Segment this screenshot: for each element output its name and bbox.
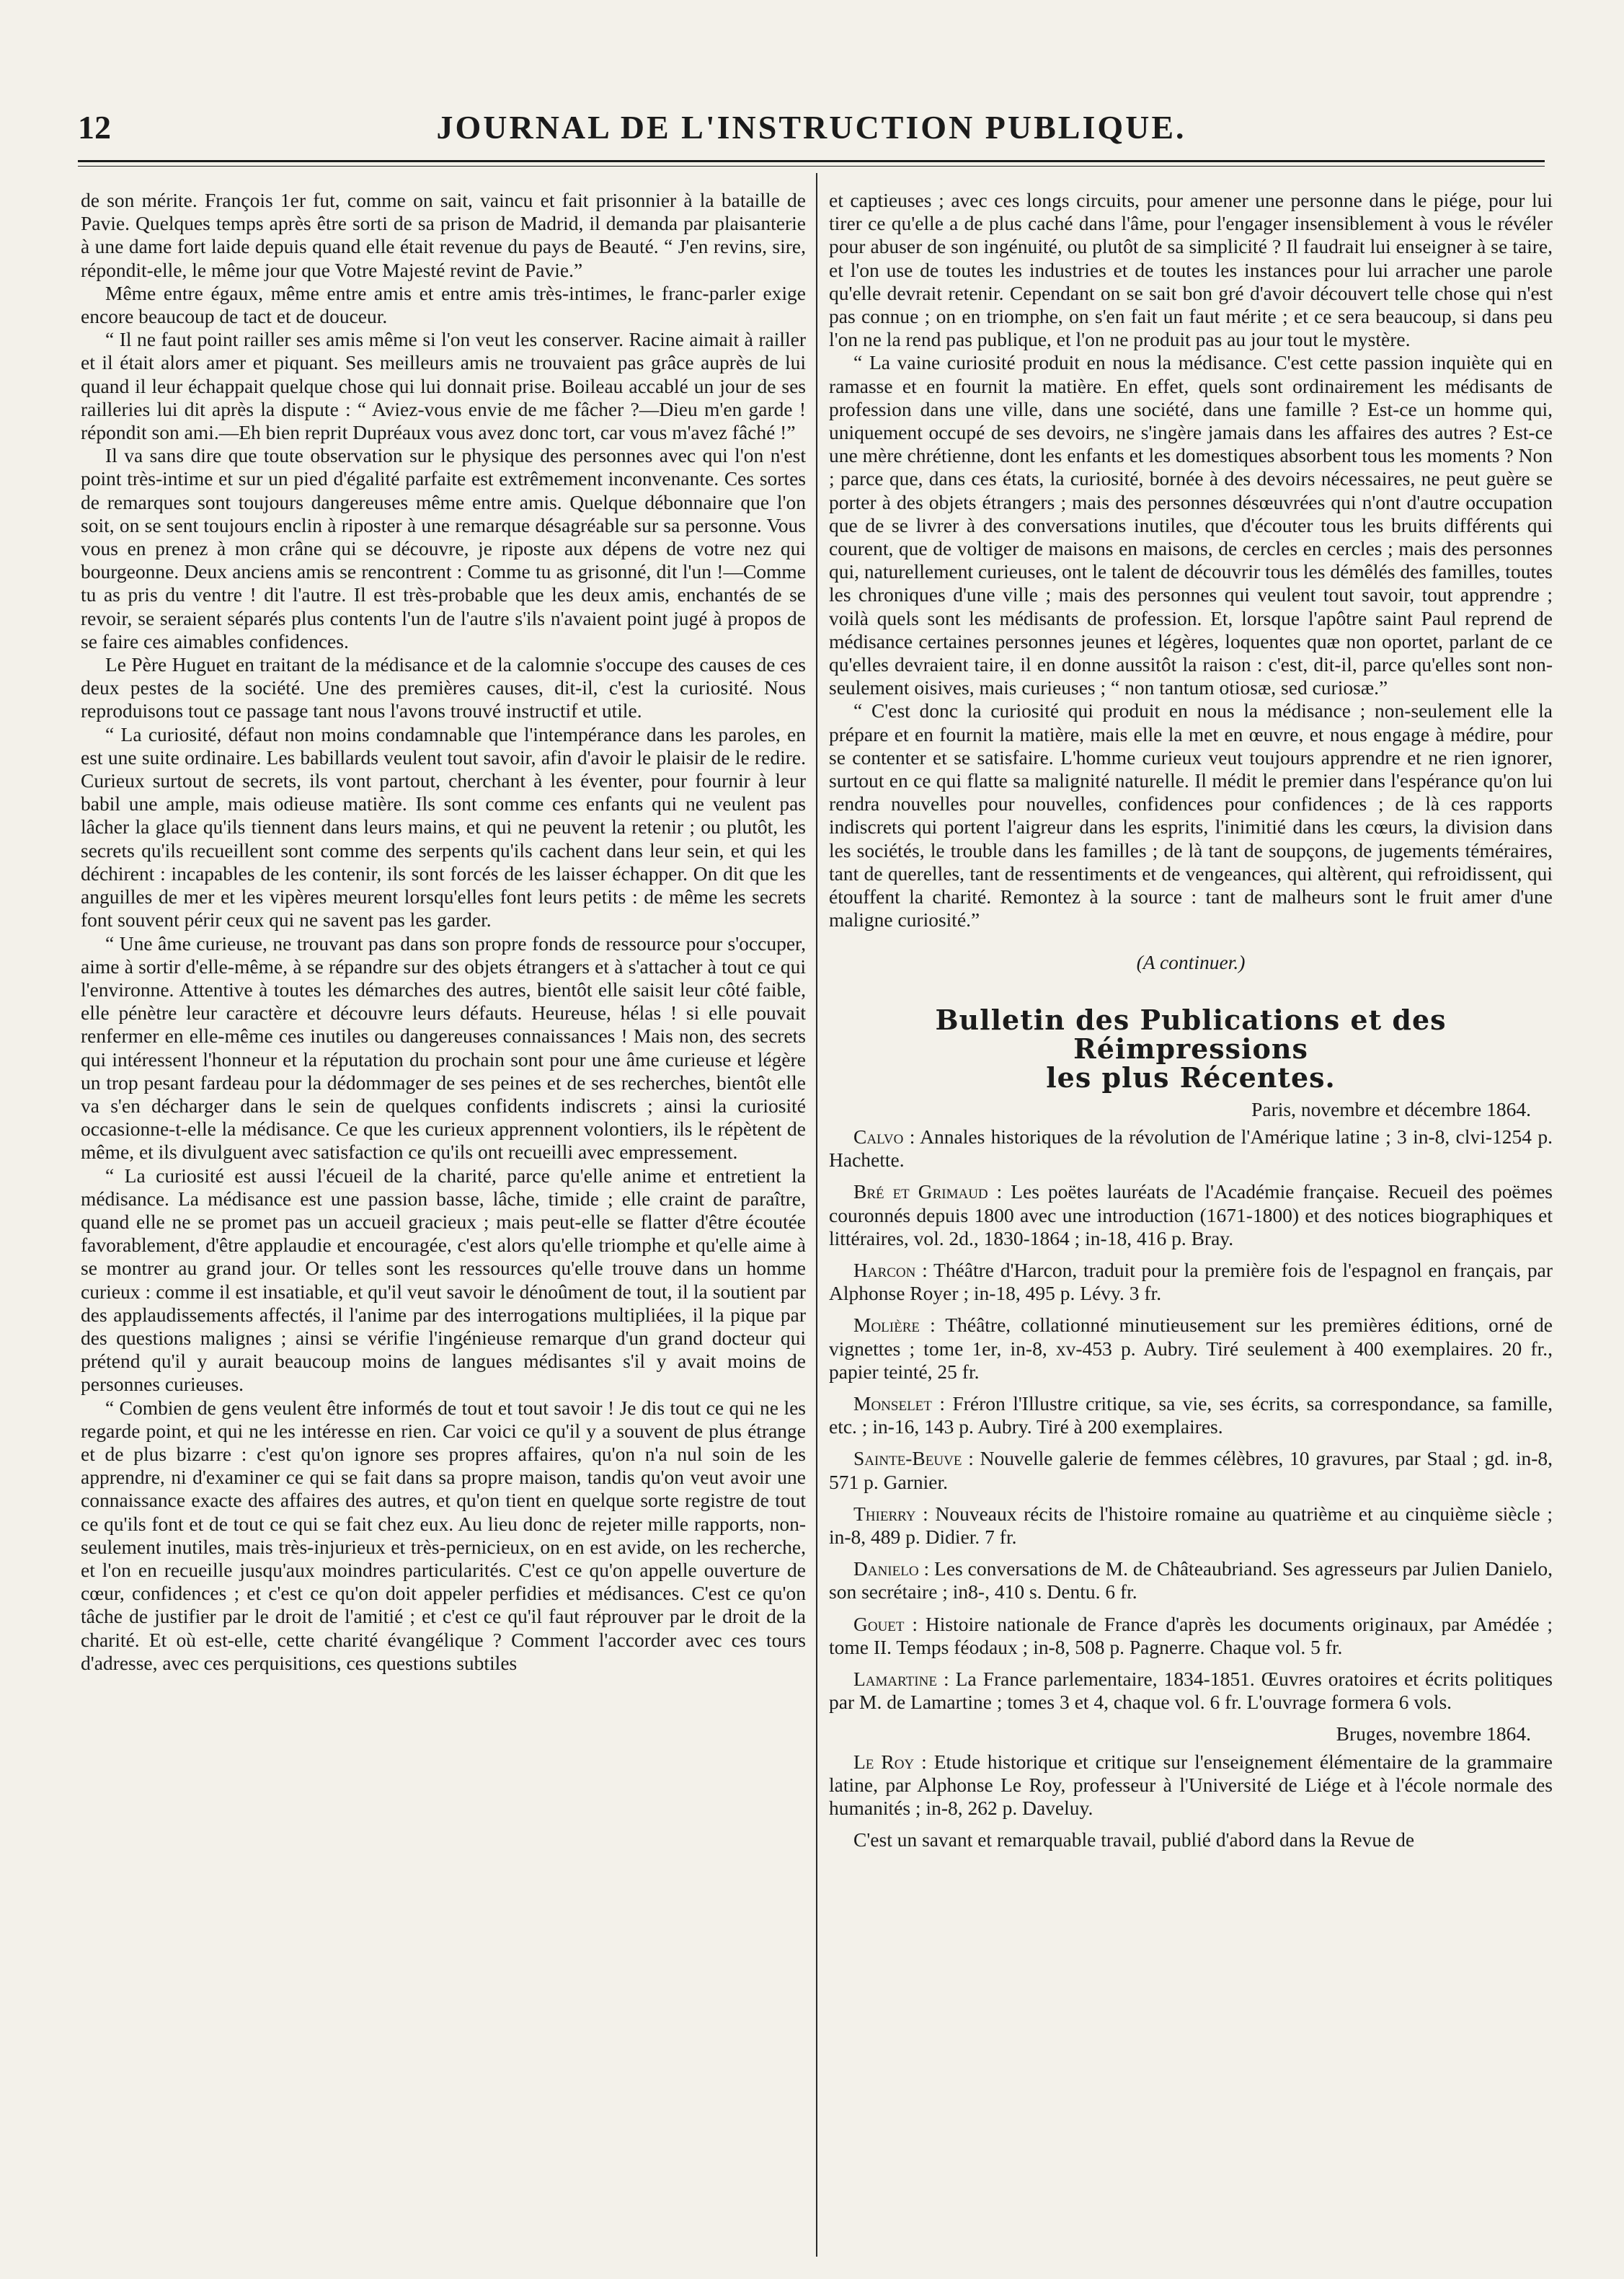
entry-author: Harcon : (853, 1258, 928, 1281)
bulletin-entry (829, 1125, 1553, 1172)
entry-author: Danielo : (853, 1557, 930, 1580)
bulletin-title-line-1: Bulletin des Publications et des Réimpressions (935, 1003, 1447, 1065)
bulletin-entry (829, 1503, 1553, 1549)
entry-text: Annales historiques de la révolution de l'Amérique latine ; 3 in-8, clvi-1254 p. Hachette. (829, 1125, 1553, 1172)
entry-author: Molière : (853, 1314, 936, 1337)
page-header (78, 108, 1545, 151)
journal-title: JOURNAL DE L'INSTRUCTION PUBLIQUE. (436, 109, 1186, 146)
entry-text: La France parlementaire, 1834-1851. Œuvres oratoires et écrits politiques par M. de Lamartine ; tomes 3 et 4, chaque vol. 6 fr. L'ouvrage formera 6 vols. (829, 1667, 1553, 1714)
bulletin-entry (829, 1613, 1553, 1659)
left-column (81, 189, 806, 1675)
page-number: 12 (78, 109, 111, 146)
column-divider (816, 173, 817, 2257)
entry-text: Nouvelle galerie de femmes célèbres, 10 gravures, par Staal ; gd. in-8, 571 p. Garnier. (829, 1447, 1553, 1493)
continue-note: (A continuer.) (1136, 950, 1246, 973)
left-paragraph: “ La curiosité est aussi l'écueil de la charité, parce qu'elle anime et entretient la médisance. La médisance est une passion basse, lâche, timide ; elle craint de paraître, quand elle ne se promet pas un accueil gracieux ; mais peut-elle se flatter d'être écoutée favorablement, d'être applaudie et encouragée, c'est alors qu'elle triomphe et qu'elle aime à se montrer au grand jour. Or telles sont les ressources qu'elle trouve dans un homme curieux : comme il est insatiable, et qu'il veut savoir le dénoûment de tout, il la soutient par des applaudissements affectés, il l'anime par des interrogations multipliées, il la pique par des questions malignes ; ainsi se vérifie l'ingénieuse remarque d'un grand docteur qui prétend qu'il y aurait beaucoup moins de langues médisantes s'il y avait moins de personnes curieuses. (81, 1164, 806, 1396)
right-paragraph: et captieuses ; avec ces longs circuits, pour amener une personne dans le piége, pour lui tirer ce qu'elle a de plus caché dans l'âme, pour l'engager insensiblement à vous le révéler pour abuser de son ingénuité, ou plutôt de sa simplicité ? Il faudrait lui enseigner à se taire, et l'on use de toutes les industries et de toutes les instances pour lui arracher une parole qu'elle devrait retenir. Cependant on se sait bon gré d'avoir découvert telle chose qui n'est pas connue ; on en triomphe, on s'en fait un faut mérite ; et ce sera beaucoup, si dans peu l'on ne la rend pas publique, et l'on ne produit pas au jour tout le mystère. (829, 189, 1553, 351)
left-paragraph: Il va sans dire que toute observation sur le physique des personnes avec qui l'on n'est point très-intime et sur un pied d'égalité parfaite est extrêmement inconvenante. Ces sortes de remarques sont toujours dangereuses même entre amis. Quelque débonnaire que l'on soit, on se sent toujours enclin à riposter à une remarque désagréable sur sa personne. Vous vous en prenez à mon crâne qui se découvre, je riposte aux dépens de votre nez qui bourgeonne. Deux anciens amis se rencontrent : Comme tu as grisonné, dit l'un !—Comme tu as pris du ventre ! dit l'autre. Il est très-probable que les deux amis, enchantés de se revoir, se seraient séparés plus contents l'un de l'autre s'ils n'avaient point jugé à propos de se faire ces aimables confidences. (81, 444, 806, 652)
entry-author: Le Roy : (853, 1750, 927, 1773)
entry-author: Lamartine : (853, 1667, 949, 1690)
entry-author: Gouet : (853, 1612, 918, 1635)
entry-text: Les conversations de M. de Châteaubriand. Ses agresseurs par Julien Danielo, son secrétaire ; in8-, 410 s. Dentu. 6 fr. (829, 1557, 1553, 1603)
entry-text: Fréron l'Illustre critique, sa vie, ses écrits, sa correspondance, sa famille, etc. ; in-16, 143 p. Aubry. Tiré à 200 exemplaires. (829, 1391, 1553, 1438)
entry-text: Théâtre, collationné minutieusement sur les premières éditions, orné de vignettes ; tome 1er, in-8, xv-453 p. Aubry. Tiré seulement à 400 exemplaires. 20 fr., papier teinté, 25 fr. (829, 1314, 1553, 1383)
entry-author: Calvo : (853, 1125, 915, 1148)
bulletin-entry (829, 1392, 1553, 1438)
bulletin-title-line-2: les plus Récentes. (1046, 1061, 1336, 1094)
header-rule-thin (78, 166, 1545, 167)
bulletin-entry (829, 1259, 1553, 1305)
bulletin-entry (829, 1668, 1553, 1714)
entry-author: Thierry : (853, 1502, 928, 1525)
left-paragraph: “ Une âme curieuse, ne trouvant pas dans son propre fonds de ressource pour s'occuper, aime à sortir d'elle-même, à se répandre sur des objets étrangers et à s'attacher à tout ce qui l'environne. Attentive à toutes les démarches des autres, bientôt elle saisit leur côté faible, elle pénètre leur caractère et découvre leurs défauts. Heureuse, hélas ! si elle pouvait renfermer en elle-même ces inutiles ou dangereuses connaissances ! Mais non, des secrets qui intéressent l'honneur et la réputation du prochain sont pour une âme curieuse et légère un trop pesant fardeau pour la dédommager de ses peines et de ses recherches, bientôt elle va s'en décharger dans le sein de quelques confidents indiscrets ; ainsi la curiosité occasionne-t-elle la médisance. Ce que les curieux apprennent volontiers, ils le répètent de même, et ils divulguent avec satisfaction ce qu'ils ont recueilli avec empressement. (81, 931, 806, 1164)
header-rule-thick (78, 160, 1545, 162)
bulletin-entry (829, 1180, 1553, 1250)
entry-author: Sainte-Beuve : (853, 1447, 974, 1470)
entry-text: Etude historique et critique sur l'enseignement élémentaire de la grammaire latine, par Alphonse Le Roy, professeur à l'Université de Liége et à l'école normale des humanités ; in-8, 262 p. Daveluy. (829, 1750, 1553, 1819)
left-paragraph: Même entre égaux, même entre amis et entre amis très-intimes, le franc-parler exige encore beaucoup de tact et de douceur. (81, 281, 806, 328)
dateline-paris: Paris, novembre et décembre 1864. (1251, 1097, 1531, 1120)
left-paragraph: de son mérite. François 1er fut, comme on sait, vaincu et fait prisonnier à la bataille de Pavie. Quelques temps après être sorti de sa prison de Madrid, il demanda par plaisanterie à une dame fort laide depuis quand elle était revenue du pays de Beauté. “ J'en revins, sire, répondit-elle, le même jour que Votre Majesté revint de Pavie.” (81, 189, 806, 281)
right-paragraph: “ C'est donc la curiosité qui produit en nous la médisance ; non-seulement elle la prépare et en fournit la matière, mais elle la met en œuvre, et nous engage à médire, pour se contenter et se satisfaire. L'homme curieux veut toujours apprendre et ne rien ignorer, surtout en ce qui flatte sa malignité naturelle. Il médit le premier dans l'espérance qu'on lui rendra nouvelles pour nouvelles, confidences pour confidences ; de là ces rapports indiscrets qui portent l'aigreur dans les esprits, l'inimitié dans les cœurs, la division dans les sociétés, le trouble dans les familles ; de là tant de soupçons, de jugements téméraires, tant de querelles, tant de ressentiments et de vengeances, qui altèrent, qui refroidissent, qui étouffent la charité. Remontez à la source : tant de malheurs sont le fruit amer d'une maligne curiosité.” (829, 699, 1553, 931)
bulletin-last-line: C'est un savant et remarquable travail, publié d'abord dans la Revue de (853, 1828, 1415, 1851)
dateline-bruges: Bruges, novembre 1864. (1336, 1722, 1531, 1745)
bulletin-entry (829, 1557, 1553, 1603)
left-paragraph: “ Combien de gens veulent être informés de tout et tout savoir ! Je dis tout ce qui ne les regarde point, et qui ne les intéresse en rien. Car voici ce qu'il y a souvent de plus étrange et de plus bizarre : c'est qu'on ignore ses propres affaires, qu'on n'a nul soin de les apprendre, ni d'examiner ce qui se fait dans sa propre maison, tandis qu'on veut avoir une connaissance exacte des affaires des autres, et qu'on tient en quelque sorte registre de tout ce qu'ils font et de tout ce qui se fait chez eux. Au lieu donc de rejeter mille rapports, non-seulement inutiles, mais très-injurieux et très-pernicieux, on en est avide, on les recherche, et l'on en recueille jusqu'aux moindres particularités. C'est ce qu'on appelle ouverture de cœur, confidences ; et c'est ce qu'on doit appeler perfidies et médisances. C'est ce qu'on tâche de justifier par le droit de l'amitié ; et c'est ce qu'il faut réprouver par le droit de la charité. Et où est-elle, cette charité évangélique ? Comment l'accorder avec ces tours d'adresse, avec ces perquisitions, ces questions subtiles (81, 1396, 806, 1674)
entry-text: Nouveaux récits de l'histoire romaine au quatrième et au cinquième siècle ; in-8, 489 p. Didier. 7 fr. (829, 1502, 1553, 1548)
entry-text: Les poëtes lauréats de l'Académie française. Recueil des poëmes couronnés depuis 1800 avec une introduction (1671-1800) et des notices biographiques et littéraires, vol. 2d., 1830-1864 ; in-18, 416 p. Bray. (829, 1180, 1553, 1249)
bulletin-title (829, 1003, 1553, 1094)
entry-text: Histoire nationale de France d'après les documents originaux, par Amédée ; tome II. Temps féodaux ; in-8, 508 p. Pagnerre. Chaque vol. 5 fr. (829, 1612, 1553, 1658)
bulletin-entry (829, 1751, 1553, 1820)
left-paragraph: “ Il ne faut point railler ses amis même si l'on veut les conserver. Racine aimait à railler et il était alors amer et piquant. Ses meilleurs amis ne trouvaient pas grâce auprès de lui quand il leur échappait quelque chose qui lui donnait prise. Boileau accablé un jour de ses railleries lui dit après la dispute : “ Aviez-vous envie de me fâcher ?—Dieu m'en garde ! répondit son ami.—Eh bien reprit Dupréaux vous avez donc tort, car vous m'avez fâché !” (81, 328, 806, 444)
entry-author: Bré et Grimaud : (853, 1180, 1003, 1203)
left-paragraph: “ La curiosité, défaut non moins condamnable que l'intempérance dans les paroles, en est une suite ordinaire. Les babillards veulent tout savoir, afin d'avoir le plaisir de le redire. Curieux surtout de secrets, ils vont partout, cherchant à les éventer, pour fournir à leur babil une ample, mais odieuse matière. Ils sont comme ces enfants qui ne veulent pas lâcher la glace qu'ils tiennent dans leurs mains, et qui ne peuvent la retenir ; ou plutôt, les secrets qu'ils recueillent sont comme des serpents qu'ils cachent dans leur sein, et qui les déchirent : incapables de les contenir, ils sont forcés de les laisser échapper. On dit que les anguilles de mer et les vipères meurent lorsqu'elles font leurs petits : de même les secrets font souvent périr ceux qui ne savent pas les garder. (81, 722, 806, 931)
entry-text: Théâtre d'Harcon, traduit pour la première fois de l'espagnol en français, par Alphonse Royer ; in-18, 495 p. Lévy. 3 fr. (829, 1258, 1553, 1305)
bulletin-entry (829, 1314, 1553, 1384)
right-column (829, 189, 1553, 1851)
bulletin-entry (829, 1447, 1553, 1493)
left-paragraph: Le Père Huguet en traitant de la médisance et de la calomnie s'occupe des causes de ces deux pestes de la société. Une des premières causes, dit-il, c'est la curiosité. Nous reproduisons tout ce passage tant nous l'avons trouvé instructif et utile. (81, 653, 806, 722)
right-paragraph: “ La vaine curiosité produit en nous la médisance. C'est cette passion inquiète qui en ramasse et en fournit la matière. En effet, quels sont ordinairement les médisants de profession dans une ville, dans une société, dans une famille ? Est-ce un homme qui, uniquement occupé de ses devoirs, ne s'ingère jamais dans les affaires des autres ? Est-ce une mère chrétienne, dont les enfants et les domestiques absorbent tous les moments ? Non ; parce que, dans ces états, la curiosité, bornée à des devoirs nécessaires, ne peut guère se porter à des objets étrangers ; mais des personnes désœuvrées qui n'ont d'autre occupation que de se livrer à des conversations inutiles, que d'écouter tous les bruits différents qui courent, que de voltiger de maisons en maisons, de cercles en cercles ; mais des personnes qui, naturellement curieuses, ont le talent de découvrir tous les démêlés des familles, toutes les chroniques d'une ville ; mais des personnes qui veulent tout savoir, tout apprendre ; voilà quels sont les médisants de profession. Et, lorsque l'apôtre saint Paul reprend de médisance certaines personnes jeunes et légères, loquentes quæ non oportet, parlant de ce qu'elles devraient taire, il en donne aussitôt la raison : c'est, dit-il, parce qu'elles sont non-seulement oisives, mais curieuses ; “ non tantum otiosæ, sed curiosæ.” (829, 351, 1553, 699)
entry-author: Monselet : (853, 1391, 945, 1415)
